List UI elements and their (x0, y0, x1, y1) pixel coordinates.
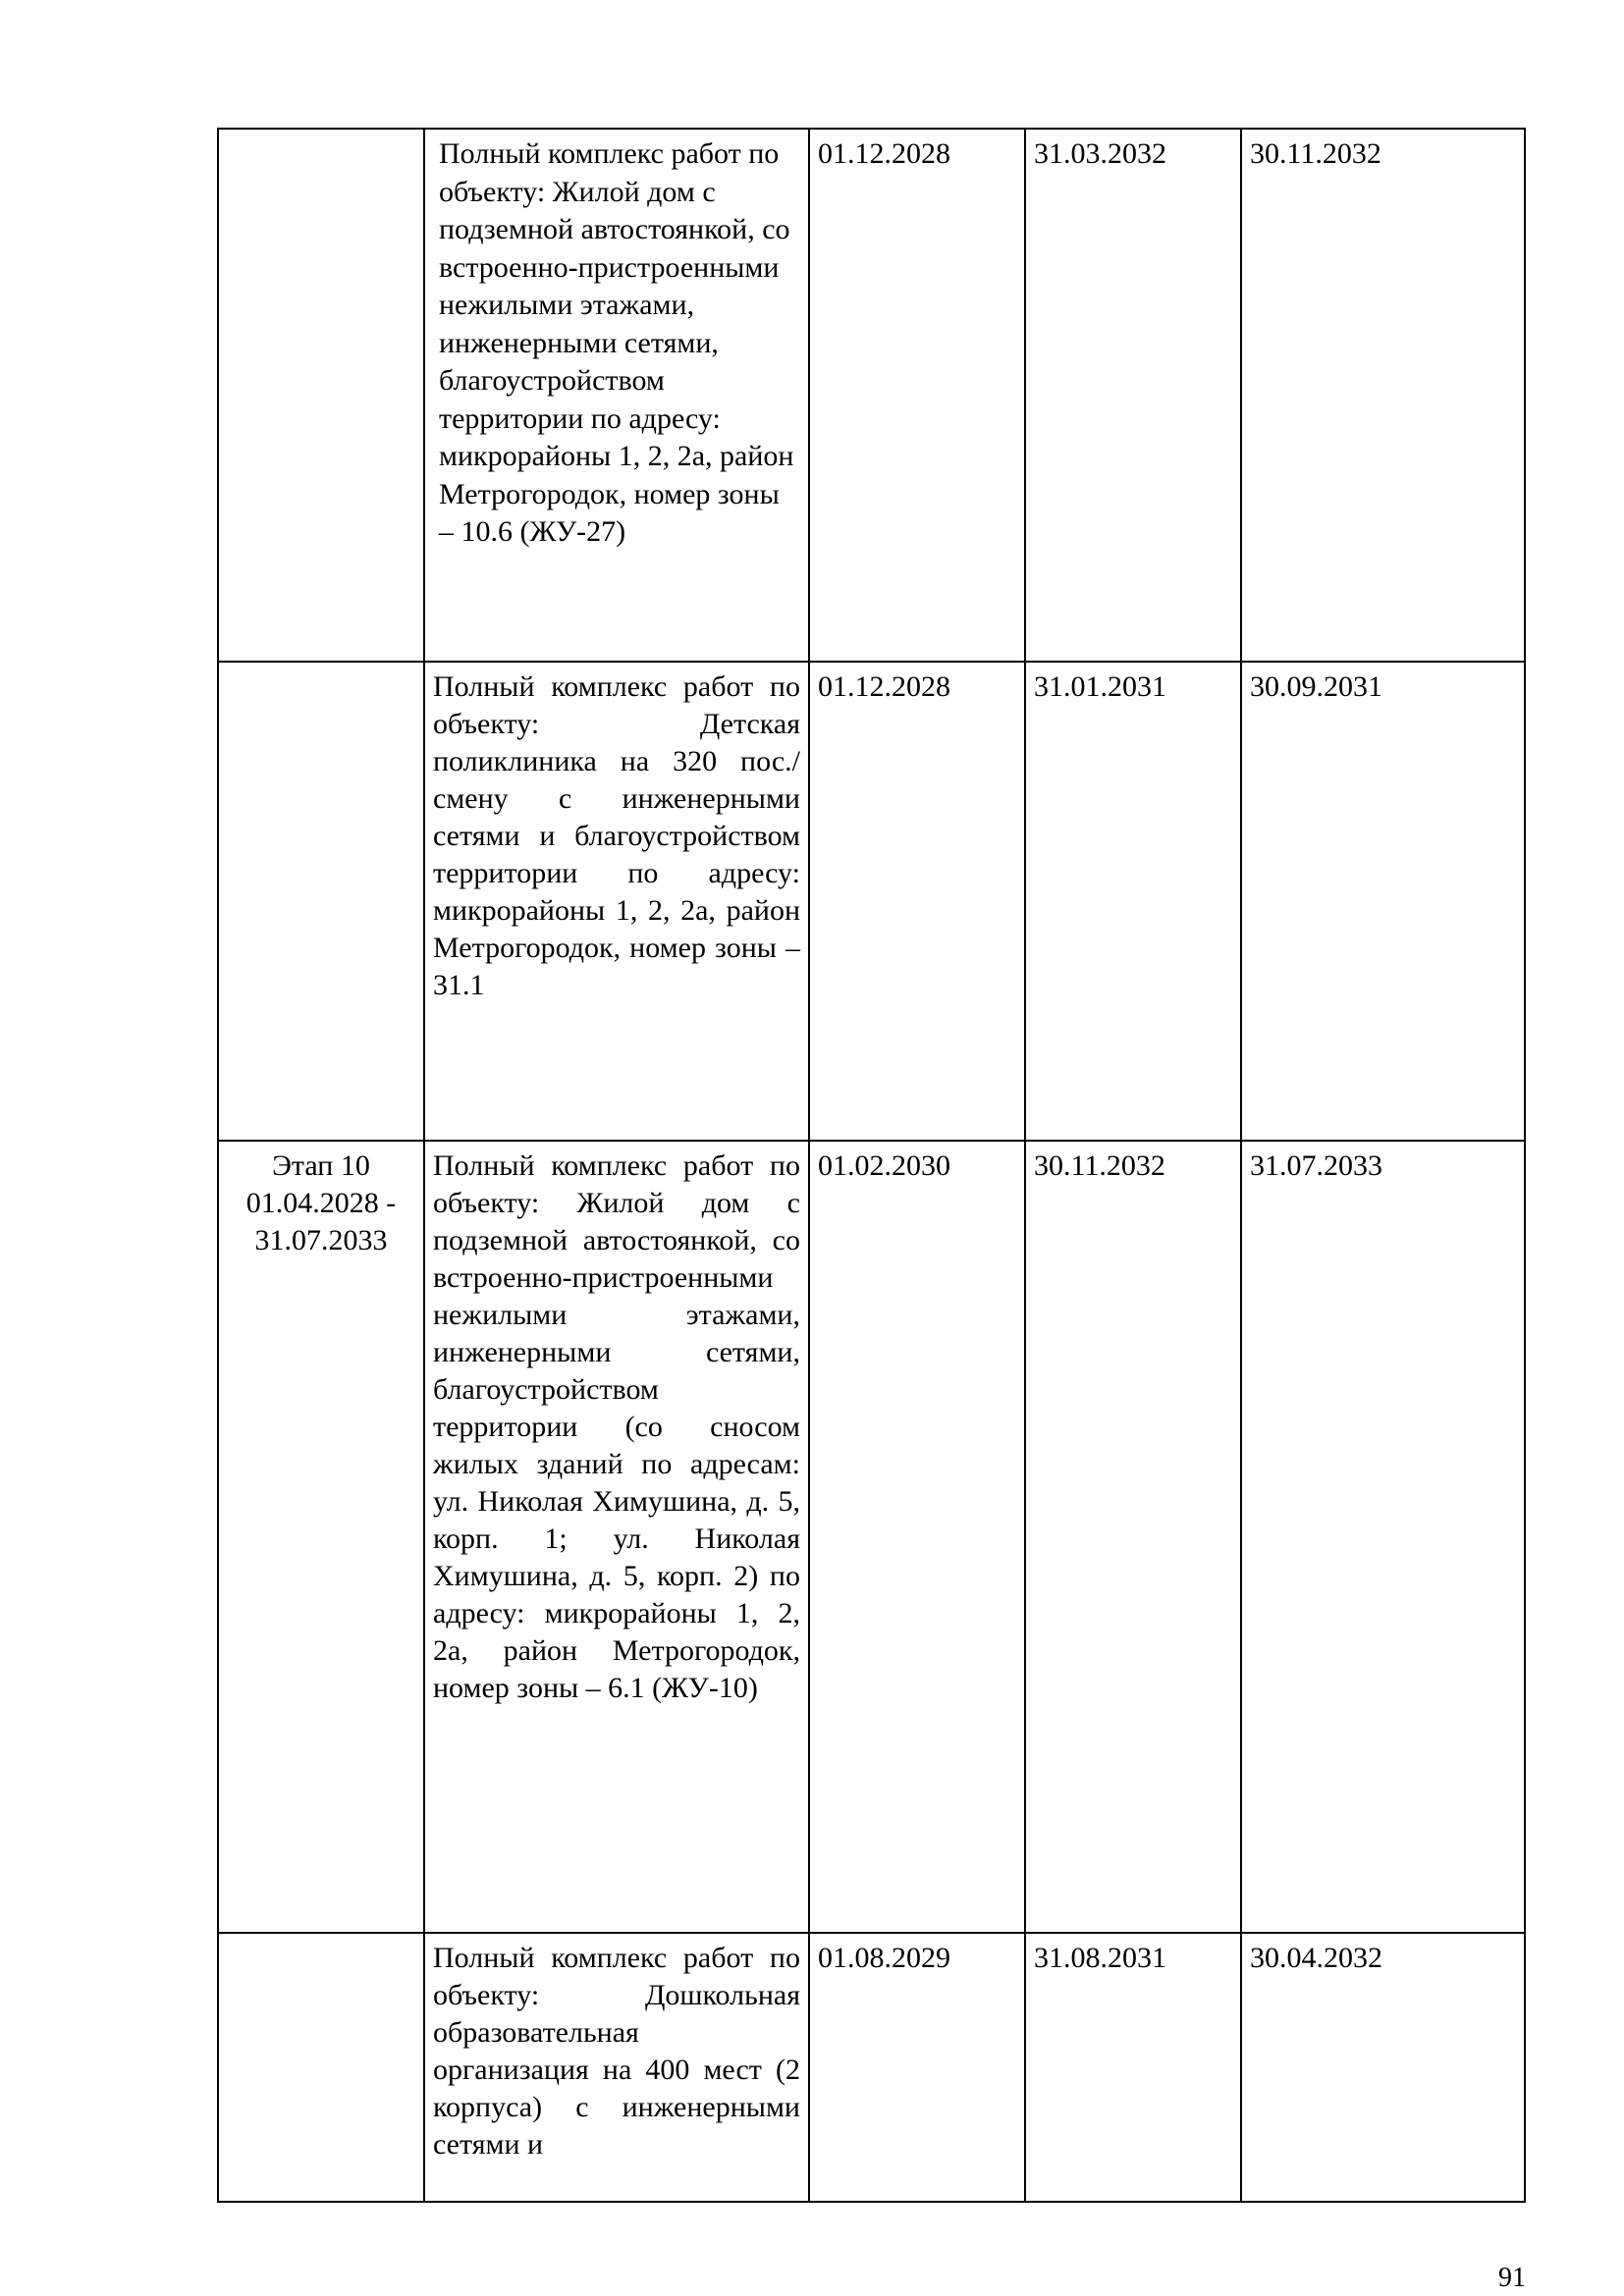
stage-cell (218, 1933, 424, 2202)
commission-date: 30.04.2032 (1241, 1933, 1525, 2202)
work-description: Полный комплекс работ по объекту: Жилой дом с подземной автостоянкой, со встроенно-пристроенными нежилыми этажами, инженерными сетями, благоустройством территории по адресу: микрорайоны 1, 2, 2а, район Метрогородок, номер зоны – 10.6 (ЖУ-27) (424, 129, 809, 662)
stage-cell (218, 129, 424, 662)
page-number: 91 (1498, 2263, 1526, 2293)
stage-period: 01.04.2028 - 31.07.2033 (245, 1187, 397, 1256)
table-row (218, 129, 1525, 662)
work-description: Полный комплекс работ по объекту: Жилой дом с подземной автостоянкой, со встроенно-пристроенными нежилыми этажами, инженерными сетями, благоустройством территории (со сносом жилых зданий по адресам: ул. Николая Химушина, д. 5, корп. 1; ул. Николая Химушина, д. 5, корп. 2) по адресу: микрорайоны 1, 2, 2а, район Метрогородок, номер зоны – 6.1 (ЖУ-10) (424, 1141, 809, 1933)
table-row (218, 1141, 1525, 1933)
end-date: 31.01.2031 (1025, 662, 1241, 1141)
start-date: 01.08.2029 (809, 1933, 1025, 2202)
commission-date: 30.09.2031 (1241, 662, 1525, 1141)
work-description: Полный комплекс работ по объекту: Детская поликлиника на 320 пос./смену с инженерными сетями и благоустройством территории по адресу: микрорайоны 1, 2, 2а, район Метрогородок, номер зоны – 31.1 (424, 662, 809, 1141)
table-row (218, 1933, 1525, 2202)
start-date: 01.12.2028 (809, 129, 1025, 662)
end-date: 31.08.2031 (1025, 1933, 1241, 2202)
table-row (218, 662, 1525, 1141)
end-date: 30.11.2032 (1025, 1141, 1241, 1933)
stage-cell (218, 1141, 424, 1933)
end-date: 31.03.2032 (1025, 129, 1241, 662)
stage-label: Этап 10 (272, 1149, 370, 1182)
start-date: 01.12.2028 (809, 662, 1025, 1141)
commission-date: 30.11.2032 (1241, 129, 1525, 662)
stage-cell (218, 662, 424, 1141)
commission-date: 31.07.2033 (1241, 1141, 1525, 1933)
work-description: Полный комплекс работ по объекту: Дошкольная образовательная организация на 400 мест (2 корпуса) с инженерными сетями и (424, 1933, 809, 2202)
schedule-table (217, 128, 1526, 2203)
start-date: 01.02.2030 (809, 1141, 1025, 1933)
